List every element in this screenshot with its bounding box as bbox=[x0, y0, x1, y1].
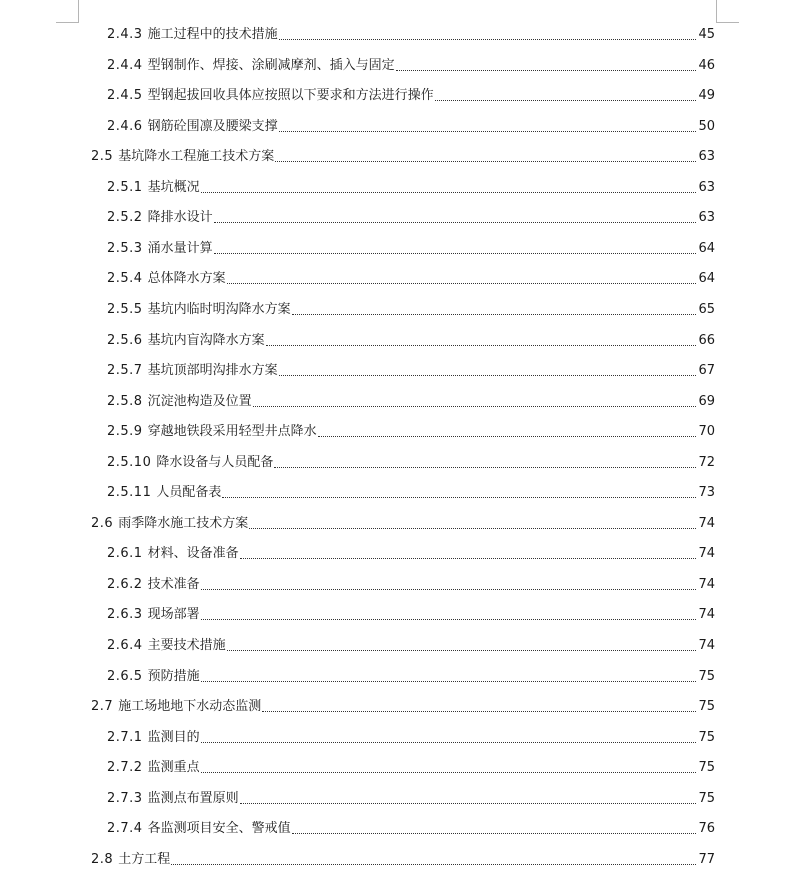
toc-entry-title: 施工过程中的技术措施 bbox=[147, 27, 278, 42]
toc-dot-leader bbox=[262, 710, 696, 712]
toc-entry-number: 2.6.4 bbox=[107, 638, 143, 653]
toc-entry-page-number: 63 bbox=[698, 149, 715, 165]
toc-dot-leader bbox=[292, 313, 697, 315]
toc-entry-title: 现场部署 bbox=[147, 607, 200, 623]
toc-entry-title: 型钢制作、焊接、涂刷减摩剂、插入与固定 bbox=[147, 57, 395, 73]
toc-entry-number: 2.5.2 bbox=[107, 210, 143, 226]
toc-entry-number: 2.5.10 bbox=[107, 454, 152, 470]
toc-subsection-entry[interactable] bbox=[107, 358, 715, 380]
toc-entry-number: 2.5.4 bbox=[107, 271, 143, 287]
toc-dot-leader bbox=[201, 680, 697, 682]
toc-entry-page-number: 70 bbox=[698, 424, 715, 440]
toc-entry-title: 基坑内盲沟降水方案 bbox=[147, 332, 265, 348]
toc-subsection-entry[interactable] bbox=[107, 725, 715, 747]
toc-entry-page-number: 76 bbox=[698, 821, 715, 837]
toc-entry-number: 2.4.6 bbox=[107, 118, 143, 134]
toc-entry-page-number: 74 bbox=[698, 638, 715, 653]
toc-subsection-entry[interactable] bbox=[107, 114, 715, 136]
toc-dot-leader bbox=[279, 374, 697, 376]
toc-subsection-entry[interactable] bbox=[107, 236, 715, 258]
toc-entry-number: 2.6.3 bbox=[107, 607, 143, 623]
toc-entry-page-number: 50 bbox=[698, 118, 715, 134]
toc-entry-number: 2.5 bbox=[91, 149, 114, 165]
toc-subsection-entry[interactable] bbox=[107, 755, 715, 777]
toc-entry-number: 2.5.7 bbox=[107, 363, 143, 379]
toc-entry-page-number: 74 bbox=[698, 546, 715, 562]
toc-entry-title: 技术准备 bbox=[147, 576, 200, 592]
toc-dot-leader bbox=[214, 252, 697, 254]
toc-subsection-entry[interactable] bbox=[107, 297, 715, 319]
toc-dot-leader bbox=[222, 496, 696, 498]
toc-entry-number: 2.4.5 bbox=[107, 88, 143, 104]
toc-entry-title: 基坑概况 bbox=[147, 179, 200, 195]
toc-entry-page-number: 73 bbox=[698, 485, 715, 501]
toc-entry-title: 沉淀池构造及位置 bbox=[147, 393, 252, 409]
toc-subsection-entry[interactable] bbox=[107, 266, 715, 288]
toc-section-entry[interactable] bbox=[91, 511, 715, 533]
toc-section-entry[interactable] bbox=[91, 847, 715, 869]
toc-dot-leader bbox=[396, 69, 697, 71]
toc-subsection-entry[interactable] bbox=[107, 602, 715, 624]
toc-subsection-entry[interactable] bbox=[107, 22, 715, 44]
toc-dot-leader bbox=[201, 771, 697, 773]
toc-dot-leader bbox=[275, 160, 696, 162]
toc-entry-number: 2.5.9 bbox=[107, 424, 143, 440]
toc-subsection-entry[interactable] bbox=[107, 541, 715, 563]
toc-entry-number: 2.5.1 bbox=[107, 179, 143, 195]
toc-entry-title: 主要技术措施 bbox=[147, 638, 226, 653]
toc-entry-number: 2.6 bbox=[91, 515, 114, 531]
toc-entry-title: 基坑内临时明沟降水方案 bbox=[147, 301, 291, 317]
toc-entry-title: 总体降水方案 bbox=[147, 271, 226, 287]
toc-entry-number: 2.5.6 bbox=[107, 332, 143, 348]
toc-entry-page-number: 75 bbox=[698, 668, 715, 684]
toc-entry-page-number: 64 bbox=[698, 271, 715, 287]
toc-entry-page-number: 63 bbox=[698, 210, 715, 226]
toc-entry-number: 2.7 bbox=[91, 699, 114, 715]
toc-entry-number: 2.4.4 bbox=[107, 57, 143, 73]
toc-dot-leader bbox=[201, 618, 697, 620]
toc-entry-page-number: 75 bbox=[698, 729, 715, 745]
toc-entry-page-number: 74 bbox=[698, 576, 715, 592]
toc-dot-leader bbox=[435, 99, 697, 101]
toc-entry-page-number: 74 bbox=[698, 607, 715, 623]
toc-dot-leader bbox=[201, 191, 697, 193]
page-corner-mark-right bbox=[716, 0, 739, 23]
toc-dot-leader bbox=[253, 405, 697, 407]
toc-entry-title: 监测目的 bbox=[147, 729, 200, 745]
toc-entry-page-number: 74 bbox=[698, 515, 715, 531]
toc-subsection-entry[interactable] bbox=[107, 83, 715, 105]
toc-entry-number: 2.8 bbox=[91, 851, 114, 867]
toc-entry-title: 土方工程 bbox=[118, 851, 171, 867]
toc-entry-number: 2.6.2 bbox=[107, 576, 143, 592]
toc-subsection-entry[interactable] bbox=[107, 450, 715, 472]
toc-entry-page-number: 49 bbox=[698, 88, 715, 104]
toc-entry-title: 人员配备表 bbox=[156, 485, 222, 501]
toc-dot-leader bbox=[279, 38, 697, 40]
toc-entry-page-number: 77 bbox=[698, 851, 715, 867]
toc-entry-title: 监测重点 bbox=[147, 760, 200, 776]
toc-entry-title: 监测点布置原则 bbox=[147, 790, 239, 806]
toc-entry-page-number: 67 bbox=[698, 363, 715, 379]
toc-dot-leader bbox=[240, 557, 697, 559]
toc-entry-number: 2.6.1 bbox=[107, 546, 143, 562]
toc-entry-number: 2.5.3 bbox=[107, 240, 143, 256]
toc-dot-leader bbox=[227, 649, 697, 651]
toc-entry-page-number: 66 bbox=[698, 332, 715, 348]
toc-subsection-entry[interactable] bbox=[107, 205, 715, 227]
toc-dot-leader bbox=[318, 435, 697, 437]
toc-entry-page-number: 72 bbox=[698, 454, 715, 470]
toc-entry-number: 2.7.4 bbox=[107, 821, 143, 837]
toc-entry-title: 穿越地铁段采用轻型井点降水 bbox=[147, 424, 317, 440]
toc-entry-title: 预防措施 bbox=[147, 668, 200, 684]
toc-entry-page-number: 65 bbox=[698, 301, 715, 317]
toc-dot-leader bbox=[266, 344, 697, 346]
toc-entry-page-number: 63 bbox=[698, 179, 715, 195]
toc-entry-title: 钢筋砼围凛及腰梁支撑 bbox=[147, 118, 278, 134]
toc-entry-title: 型钢起拔回收具体应按照以下要求和方法进行操作 bbox=[147, 88, 434, 104]
toc-entry-number: 2.7.3 bbox=[107, 790, 143, 806]
toc-entry-title: 基坑顶部明沟排水方案 bbox=[147, 363, 278, 379]
page-corner-mark-left bbox=[56, 0, 79, 23]
toc-entry-number: 2.5.8 bbox=[107, 393, 143, 409]
toc-subsection-entry[interactable] bbox=[107, 175, 715, 197]
toc-subsection-entry[interactable] bbox=[107, 786, 715, 808]
toc-dot-leader bbox=[292, 832, 697, 834]
toc-entry-title: 雨季降水施工技术方案 bbox=[118, 515, 249, 531]
toc-dot-leader bbox=[274, 466, 696, 468]
toc-subsection-entry[interactable] bbox=[107, 419, 715, 441]
toc-dot-leader bbox=[201, 741, 697, 743]
toc-section-entry[interactable] bbox=[91, 144, 715, 166]
toc-entry-page-number: 69 bbox=[698, 393, 715, 409]
toc-entry-page-number: 75 bbox=[698, 790, 715, 806]
toc-dot-leader bbox=[249, 527, 696, 529]
toc-subsection-entry[interactable] bbox=[107, 328, 715, 350]
toc-entry-title: 施工场地地下水动态监测 bbox=[118, 699, 262, 715]
toc-section-entry[interactable] bbox=[91, 694, 715, 716]
toc-entry-title: 材料、设备准备 bbox=[147, 546, 239, 562]
toc-subsection-entry[interactable] bbox=[107, 53, 715, 75]
toc-dot-leader bbox=[227, 282, 697, 284]
toc-entry-page-number: 45 bbox=[698, 27, 715, 42]
toc-subsection-entry[interactable] bbox=[107, 480, 715, 502]
toc-dot-leader bbox=[214, 221, 697, 223]
toc-subsection-entry[interactable] bbox=[107, 389, 715, 411]
toc-entry-number: 2.7.2 bbox=[107, 760, 143, 776]
toc-subsection-entry[interactable] bbox=[107, 572, 715, 594]
toc-dot-leader bbox=[279, 130, 697, 132]
toc-subsection-entry[interactable] bbox=[107, 633, 715, 655]
toc-entry-title: 降排水设计 bbox=[147, 210, 213, 226]
toc-dot-leader bbox=[171, 863, 696, 865]
toc-entry-title: 降水设备与人员配备 bbox=[156, 454, 274, 470]
toc-entry-page-number: 75 bbox=[698, 699, 715, 715]
toc-dot-leader bbox=[201, 588, 697, 590]
toc-entry-page-number: 64 bbox=[698, 240, 715, 256]
toc-entry-title: 涌水量计算 bbox=[147, 240, 213, 256]
toc-dot-leader bbox=[240, 802, 697, 804]
toc-entry-number: 2.6.5 bbox=[107, 668, 143, 684]
toc-entry-page-number: 75 bbox=[698, 760, 715, 776]
toc-subsection-entry[interactable] bbox=[107, 664, 715, 686]
toc-entry-title: 各监测项目安全、警戒值 bbox=[147, 821, 291, 837]
toc-subsection-entry[interactable] bbox=[107, 816, 715, 838]
toc-entry-title: 基坑降水工程施工技术方案 bbox=[118, 149, 275, 165]
toc-entry-page-number: 46 bbox=[698, 57, 715, 73]
toc-entry-number: 2.4.3 bbox=[107, 27, 143, 42]
toc-entry-number: 2.5.5 bbox=[107, 301, 143, 317]
toc-entry-number: 2.7.1 bbox=[107, 729, 143, 745]
toc-entry-number: 2.5.11 bbox=[107, 485, 152, 501]
